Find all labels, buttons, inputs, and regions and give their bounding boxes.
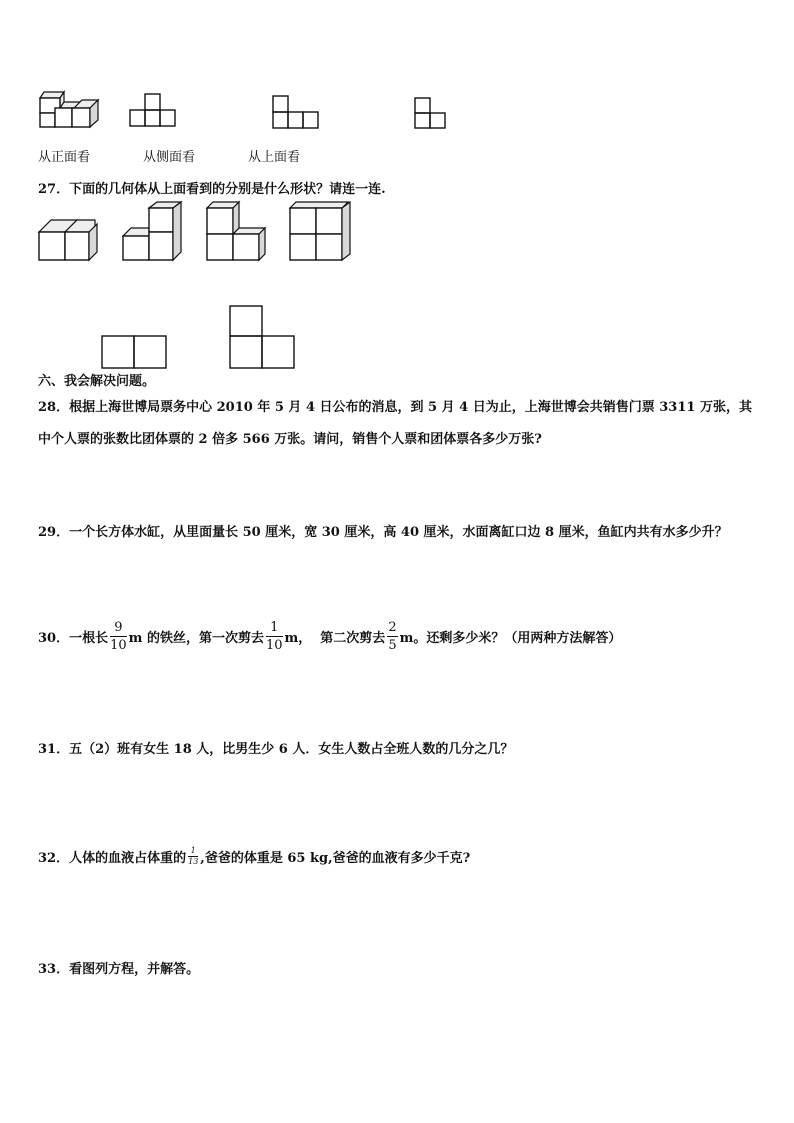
question-text-1: 人体的血液占体重的 <box>69 850 187 866</box>
view-label-top: 从上面看 <box>248 150 301 165</box>
question-text-1: 一根长 <box>69 630 109 646</box>
question-text-3: m， 第二次剪去 <box>284 630 386 646</box>
fraction-numerator: 9 <box>110 621 127 637</box>
question-27 <box>38 178 386 197</box>
fraction-numerator: 1 <box>188 847 198 857</box>
view-label-side: 从侧面看 <box>143 150 196 165</box>
fraction-1-10 <box>266 621 283 652</box>
question-text: 看图列方程，并解答。 <box>69 962 200 977</box>
question-text: 一个长方体水缸，从里面量长 50 厘米，宽 30 厘米，高 40 厘米，水面离缸口边 8 厘米，鱼缸内共有水多少升？ <box>69 525 728 540</box>
fraction-9-10 <box>110 621 127 652</box>
answer-shape-2 <box>228 304 296 370</box>
question-text-2: m 的铁丝，第一次剪去 <box>128 630 264 646</box>
answer-shape-1 <box>100 334 168 370</box>
fraction-denominator: 13 <box>188 856 199 866</box>
question-number: 28． <box>38 400 70 415</box>
question-text: 根据上海世博局票务中心 2010 年 5 月 4 日公布的消息，到 5 月 4 日为止，上海世博会共销售门票 3311 万张，其 <box>69 400 752 415</box>
question-number: 30． <box>38 630 70 646</box>
fraction-2-5 <box>387 621 397 652</box>
question-31 <box>38 738 513 757</box>
solid-figure-4 <box>288 200 354 264</box>
fraction-denominator: 10 <box>110 637 127 653</box>
view-label-front: 从正面看 <box>38 150 91 165</box>
question-number: 29． <box>38 525 70 540</box>
question-number: 31． <box>38 742 70 757</box>
fraction-numerator: 1 <box>266 621 283 637</box>
top-view-figure <box>413 96 449 132</box>
question-text-2: ,爸爸的体重是 65 kg,爸爸的血液有多少千克? <box>200 850 471 866</box>
section-title: 六、我会解决问题。 <box>38 374 156 389</box>
fraction-denominator: 10 <box>265 637 283 653</box>
question-28-line-1 <box>38 396 752 415</box>
fraction-1-13 <box>188 847 198 866</box>
fraction-denominator: 5 <box>388 637 397 653</box>
question-text: 下面的几何体从上面看到的分别是什么形状？请连一连. <box>69 182 386 197</box>
solid-figure-1 <box>37 216 101 264</box>
question-33 <box>38 958 199 977</box>
question-29 <box>38 521 728 540</box>
side-view-figure <box>271 94 321 130</box>
question-number: 33． <box>38 962 70 977</box>
question-text-4: m。还剩多少米？（用两种方法解答） <box>399 630 622 646</box>
question-32 <box>38 842 470 870</box>
question-number: 32． <box>38 850 70 866</box>
question-30 <box>38 616 621 656</box>
question-28-line-2: 中个人票的张数比团体票的 2 倍多 566 万张。请问，销售个人票和团体票各多少万张? <box>38 432 542 447</box>
solid-figure-2 <box>121 200 187 264</box>
fraction-numerator: 2 <box>388 619 397 635</box>
front-view-figure <box>128 92 178 130</box>
solid-figure-3 <box>205 200 269 264</box>
question-number: 27． <box>38 182 70 197</box>
top-solid-figure <box>38 80 118 130</box>
question-text: 五（2）班有女生 18 人，比男生少 6 人．女生人数占全班人数的几分之几？ <box>69 742 514 757</box>
